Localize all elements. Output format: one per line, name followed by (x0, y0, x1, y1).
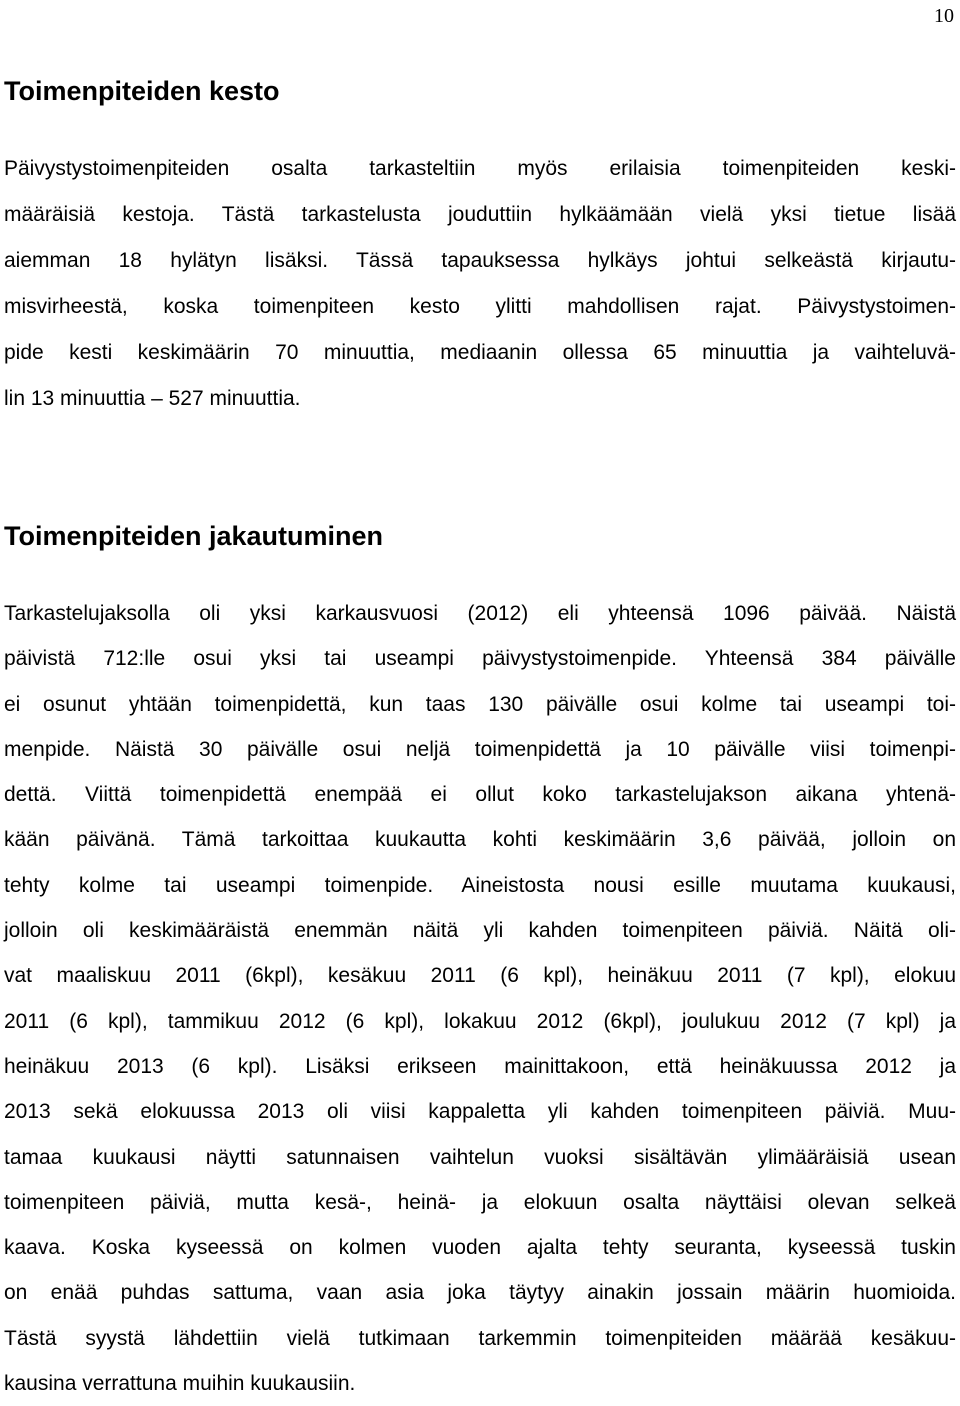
text-line: Tästä syystä lähdettiin vielä tutkimaan tarkemmin toimenpiteiden määrää kesäkuu- (4, 1326, 956, 1350)
paragraph-jakautuminen (4, 591, 956, 1406)
page-number: 10 (934, 5, 954, 27)
text-line: tehty kolme tai useampi toimenpide. Aineistosta nousi esille muutama kuukausi, (4, 873, 956, 897)
section-heading-jakautuminen: Toimenpiteiden jakautuminen (4, 521, 384, 551)
text-line: menpide. Näistä 30 päivälle osui neljä toimenpidettä ja 10 päivälle viisi toimenpi- (4, 737, 956, 761)
text-line: kään päivänä. Tämä tarkoittaa kuukautta kohti keskimäärin 3,6 päivää, jolloin on (4, 828, 956, 852)
text-line: on enää puhdas sattuma, vaan asia joka täytyy ainakin jossain määrin huomioida. (4, 1281, 956, 1305)
text-line: heinäkuu 2013 (6 kpl). Lisäksi erikseen mainittakoon, että heinäkuussa 2012 ja (4, 1054, 956, 1078)
text-line: Tarkastelujaksolla oli yksi karkausvuosi (2012) eli yhteensä 1096 päivää. Näistä (4, 602, 956, 625)
text-line: määräisiä kestoja. Tästä tarkastelusta jouduttiin hylkäämään vielä yksi tietue lisää (4, 203, 956, 226)
section-heading-kesto: Toimenpiteiden kesto (4, 76, 280, 106)
text-line: jolloin oli keskimääräistä enemmän näitä yli kahden toimenpiteen päiviä. Näitä oli- (4, 919, 956, 943)
text-line: päivistä 712:lle osui yksi tai useampi päivystystoimenpide. Yhteensä 384 päivälle (4, 647, 956, 671)
text-line: kausina verrattuna muihin kuukausiin. (4, 1372, 356, 1396)
text-line: toimenpiteen päiviä, mutta kesä-, heinä- ja elokuun osalta näyttäisi olevan selkeä (4, 1190, 956, 1214)
text-line: 2013 sekä elokuussa 2013 oli viisi kappaletta yli kahden toimenpiteen päiviä. Muu- (4, 1100, 956, 1124)
text-line: tamaa kuukausi näytti satunnaisen vaihtelun vuoksi sisältävän ylimääräisiä usean (4, 1145, 956, 1169)
text-line: dettä. Viittä toimenpidettä enempää ei ollut koko tarkastelujakson aikana yhtenä- (4, 783, 956, 807)
text-line: aiemman 18 hylätyn lisäksi. Tässä tapauksessa hylkäys johtui selkeästä kirjautu- (4, 249, 956, 272)
text-line: Päivystystoimenpiteiden osalta tarkasteltiin myös erilaisia toimenpiteiden keski- (4, 157, 956, 180)
paragraph-kesto (4, 146, 956, 422)
text-line: lin 13 minuuttia – 527 minuuttia. (4, 387, 301, 410)
text-line: kaava. Koska kyseessä on kolmen vuoden ajalta tehty seuranta, kyseessä tuskin (4, 1236, 956, 1260)
text-line: 2011 (6 kpl), tammikuu 2012 (6 kpl), lokakuu 2012 (6kpl), joulukuu 2012 (7 kpl) ja (4, 1009, 956, 1033)
text-line: vat maaliskuu 2011 (6kpl), kesäkuu 2011 (6 kpl), heinäkuu 2011 (7 kpl), elokuu (4, 964, 956, 988)
text-line: misvirheestä, koska toimenpiteen kesto ylitti mahdollisen rajat. Päivystystoimen- (4, 295, 956, 318)
text-line: ei osunut yhtään toimenpidettä, kun taas 130 päivälle osui kolme tai useampi toi- (4, 692, 956, 716)
text-line: pide kesti keskimäärin 70 minuuttia, mediaanin ollessa 65 minuuttia ja vaihteluvä- (4, 341, 956, 364)
